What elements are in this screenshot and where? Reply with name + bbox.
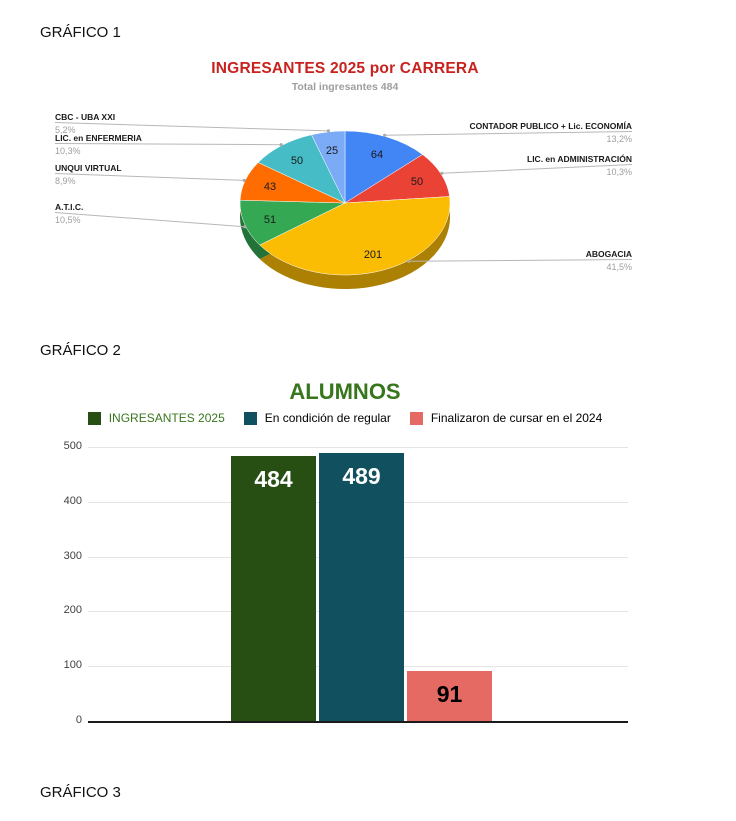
pie-slice-value: 50 (410, 176, 424, 188)
legend-label: INGRESANTES 2025 (108, 411, 225, 425)
y-tick-label: 100 (63, 659, 82, 671)
bar-value-label: 91 (436, 681, 463, 707)
pie-label-name: LIC. en ENFERMERIA (55, 133, 142, 143)
legend-item[interactable] (88, 411, 225, 425)
pie-label-pct: 10,3% (606, 167, 632, 177)
gridline (88, 447, 628, 448)
bar-value-label: 484 (254, 466, 293, 492)
pie-slice-value: 25 (325, 145, 339, 157)
legend-item[interactable] (244, 411, 391, 425)
bar-chart-legend (0, 411, 690, 425)
pie-label-name: UNQUI VIRTUAL (55, 163, 122, 173)
pie-leader-dot (327, 129, 330, 132)
pie-label-name: LIC. en ADMINISTRACIÓN (527, 154, 632, 164)
bar[interactable] (407, 671, 492, 721)
grafico-3-heading: GRÁFICO 3 (40, 784, 121, 801)
pie-leader-dot (243, 225, 246, 228)
pie-label (527, 154, 632, 178)
x-axis-line (88, 721, 628, 723)
pie-slice-value: 51 (263, 214, 277, 226)
pie-label-pct: 5,2% (55, 125, 76, 135)
grafico-2-heading: GRÁFICO 2 (40, 342, 121, 359)
pie-chart-title: INGRESANTES 2025 por CARRERA (211, 60, 479, 77)
pie-label-pct: 8,9% (55, 176, 76, 186)
pie-slice-value: 64 (370, 149, 384, 161)
pie-label (55, 202, 83, 226)
legend-swatch (88, 412, 101, 425)
pie-leader-dot (383, 134, 386, 137)
bar-value-label: 489 (342, 463, 381, 489)
pie-slice-value: 201 (363, 249, 383, 261)
legend-swatch (410, 412, 423, 425)
bar-chart-title: ALUMNOS (289, 379, 401, 404)
pie-label-pct: 10,5% (55, 215, 81, 225)
pie-slice-value: 50 (290, 155, 304, 167)
y-tick-label: 400 (63, 495, 82, 507)
bar[interactable] (231, 456, 316, 721)
bar[interactable] (319, 453, 404, 721)
y-tick-label: 0 (75, 714, 82, 726)
pie-label (469, 121, 632, 145)
y-tick-label: 200 (63, 604, 82, 616)
pie-label (55, 133, 142, 157)
y-tick-label: 500 (63, 440, 82, 452)
legend-label: En condición de regular (264, 411, 391, 425)
pie-leader-line (55, 213, 245, 227)
pie-leader-dot (440, 172, 443, 175)
pie-label-name: ABOGACIA (585, 249, 632, 259)
pie-label-name: A.T.I.C. (55, 202, 84, 212)
pie-leader-dot (407, 260, 410, 263)
pie-chart-subtitle: Total ingresantes 484 (291, 81, 399, 93)
y-tick-label: 300 (63, 550, 82, 562)
pie-label-name: CBC - UBA XXI (55, 112, 116, 122)
pie-label (55, 163, 122, 187)
legend-swatch (244, 412, 257, 425)
pie-label-name: CONTADOR PUBLICO + Lic. ECONOMÍA (469, 121, 632, 131)
pie-leader-dot (280, 143, 283, 146)
pie-label-pct: 10,3% (55, 146, 81, 156)
grafico-1-heading: GRÁFICO 1 (40, 24, 121, 41)
pie-label-pct: 13,2% (606, 134, 632, 144)
pie-label (586, 249, 632, 273)
pie-leader-dot (243, 179, 246, 182)
pie-slice-value: 43 (263, 181, 277, 193)
pie-label (55, 112, 115, 136)
legend-item[interactable] (410, 411, 602, 425)
pie-label-pct: 41,5% (606, 262, 632, 272)
legend-label: Finalizaron de cursar en el 2024 (430, 411, 603, 425)
